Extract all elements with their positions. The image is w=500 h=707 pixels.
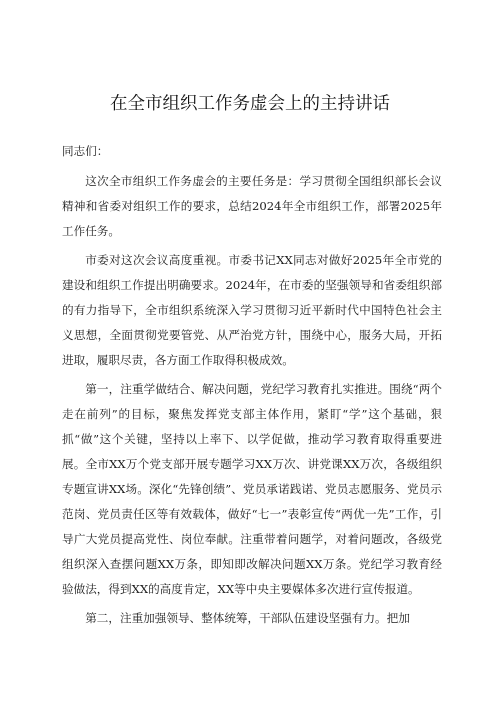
- document-body: [62, 139, 442, 635]
- paragraph-4: 第二，注重加强领导、整体统筹，干部队伍建设坚强有力。把加: [85, 611, 410, 625]
- paragraph-1: 这次全市组织工作务虚会的主要任务是：学习贯彻全国组织部长会议精神和省委对组织工作的要求，总结2024年全市组织工作，部署2025年工作任务。: [62, 174, 442, 238]
- salutation: 同志们：: [62, 144, 109, 158]
- document-title: 在全市组织工作务虚会上的主持讲话: [110, 94, 390, 114]
- paragraph-3: 第一，注重学做结合、解决问题，党纪学习教育扎实推进。围绕“两个走在前列”的目标，聚焦发挥党支部主体作用，紧盯“学”这个基础，狠抓“做”这个关键，坚持以上率下、以学促做，推动学习教育取得重要进展。全市XX万个党支部开展专题学习XX万次、讲党课XX万次，各级组织专题宣讲XX场。深化“先锋创绩”、党员承诺践诺、党员志愿服务、党员示范岗、党员责任区等有效载体，做好“七一”表彰宣传“两优一先”工作，引导广大党员提高党性、岗位奉献。注重带着问题学，对着问题改，各级党组织深入查摆问题XX万条，即知即改解决问题XX万条。党纪学习教育经验做法，得到XX的高度肯定，XX等中央主要媒体多次进行宣传报道。: [62, 382, 442, 596]
- paragraph-2: 市委对这次会议高度重视。市委书记XX同志对做好2025年全市党的建设和组织工作提出明确要求。2024年，在市委的坚强领导和省委组织部的有力指导下，全市组织系统深入学习贯彻习近平新时代中国特色社会主义思想，全面贯彻党要管党、从严治党方针，围绕中心，服务大局，开拓进取，履职尽责，各方面工作取得积极成效。: [62, 253, 442, 367]
